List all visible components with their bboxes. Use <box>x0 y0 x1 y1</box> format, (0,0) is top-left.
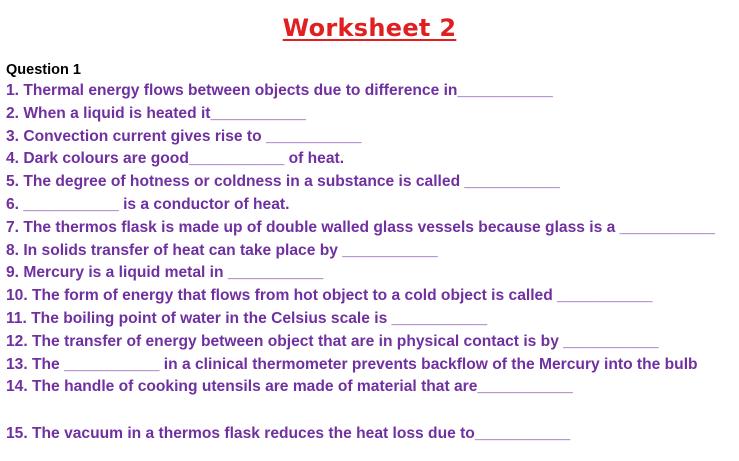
question-item-14: 14. The handle of cooking utensils are made of material that are___________ <box>6 378 573 396</box>
question-item-6: 6. ___________ is a conductor of heat. <box>6 195 290 213</box>
question-item-11: 11. The boiling point of water in the Celsius scale is ___________ <box>6 309 487 327</box>
question-item-10: 10. The form of energy that flows from hot object to a cold object is called ___________ <box>6 287 653 305</box>
question-item-12: 12. The transfer of energy between object that are in physical contact is by ___________ <box>6 332 659 350</box>
question-item-15: 15. The vacuum in a thermos flask reduces the heat loss due to___________ <box>6 425 571 443</box>
question-item-4: 4. Dark colours are good___________ of heat. <box>6 150 345 168</box>
worksheet-title: Worksheet 2 <box>282 14 457 42</box>
question-item-5: 5. The degree of hotness or coldness in a substance is called ___________ <box>6 173 560 191</box>
question-item-9: 9. Mercury is a liquid metal in ___________ <box>6 264 324 282</box>
question-item-1: 1. Thermal energy flows between objects due to difference in___________ <box>6 82 553 99</box>
worksheet-title-wrap <box>0 14 739 42</box>
question-item-13: 13. The ___________ in a clinical thermometer prevents backflow of the Mercury into the bulb <box>6 355 698 373</box>
question-heading: Question 1 <box>6 62 81 78</box>
question-item-8: 8. In solids transfer of heat can take place by ___________ <box>6 241 438 259</box>
question-item-3: 3. Convection current gives rise to ___________ <box>6 127 362 145</box>
question-item-7: 7. The thermos flask is made up of double walled glass vessels because glass is a ___________ <box>6 218 715 236</box>
question-item-2: 2. When a liquid is heated it___________ <box>6 104 306 122</box>
question-list <box>6 80 739 446</box>
